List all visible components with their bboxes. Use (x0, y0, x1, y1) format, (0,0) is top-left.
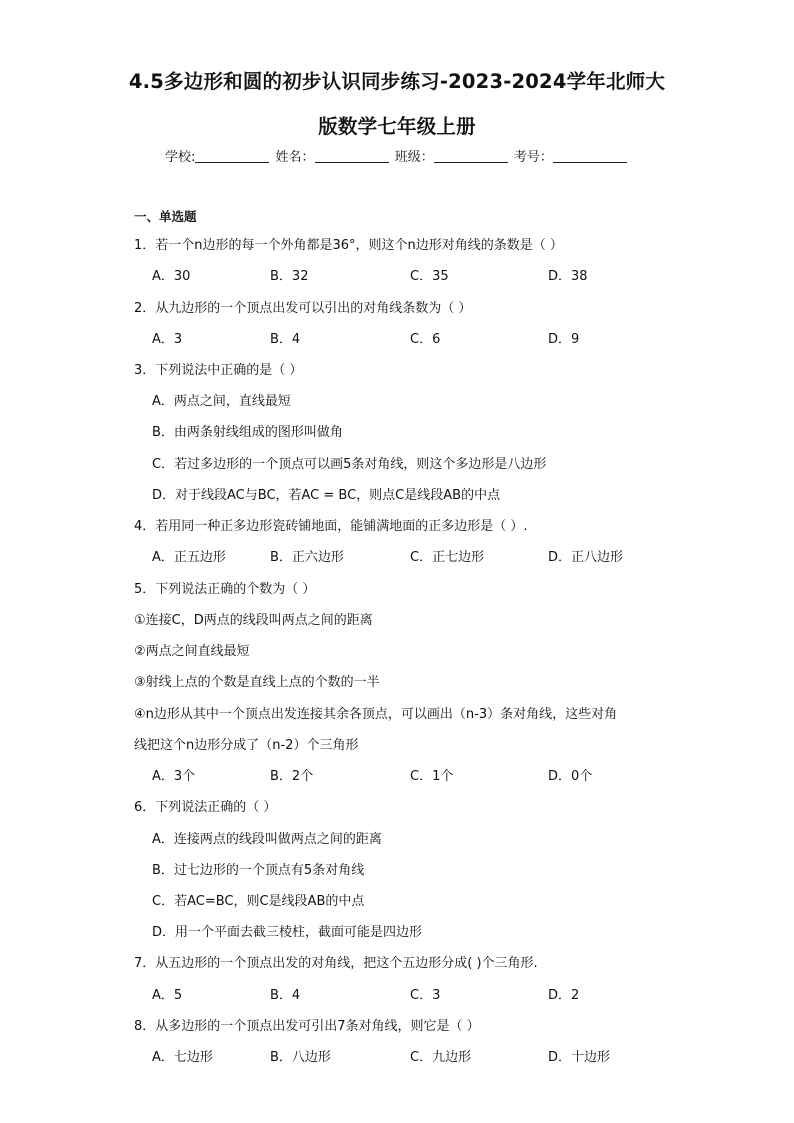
question-2-stem: 2．从九边形的一个顶点出发可以引出的对角线条数为（ ） (134, 301, 472, 316)
question-3-option-d: D．对于线段AC与BC，若AC = BC，则点C是线段AB的中点 (152, 488, 501, 503)
question-1-option-d: D．38 (548, 269, 588, 284)
question-6-option-c: C．若AC=BC，则C是线段AB的中点 (152, 894, 365, 909)
question-5-option-c: C．1个 (410, 769, 454, 784)
question-8-option-d: D．十边形 (548, 1050, 611, 1065)
school-label: 学校: (165, 150, 196, 165)
question-1-stem: 1．若一个n边形的每一个外角都是36°，则这个n边形对角线的条数是（ ） (134, 238, 563, 253)
question-6-stem: 6．下列说法正确的（ ） (134, 800, 277, 815)
question-4-option-a: A．正五边形 (152, 550, 226, 565)
exam-number-label: 考号： (513, 150, 553, 165)
question-1-option-b: B．32 (270, 269, 309, 284)
question-7-option-a: A．5 (152, 988, 183, 1003)
question-6-option-b: B．过七边形的一个顶点有5条对角线 (152, 863, 365, 878)
question-3-stem: 3．下列说法中正确的是（ ） (134, 363, 303, 378)
question-4-option-b: B．正六边形 (270, 550, 344, 565)
question-7-option-d: D．2 (548, 988, 580, 1003)
question-5-statement-4: ④n边形从其中一个顶点出发连接其余各顶点，可以画出（n-3）条对角线，这些对角 (134, 707, 618, 722)
class-label: 班级： (394, 150, 434, 165)
student-info-row (165, 146, 629, 165)
question-1-option-a: A．30 (152, 269, 191, 284)
question-5-statement-2: ②两点之间直线最短 (134, 644, 250, 659)
question-5-stem: 5．下列说法正确的个数为（ ） (134, 582, 316, 597)
school-blank (195, 150, 269, 163)
question-2-option-d: D．9 (548, 332, 580, 347)
question-2-option-b: B．4 (270, 332, 301, 347)
question-4-option-c: C．正七边形 (410, 550, 485, 565)
question-8-option-a: A．七边形 (152, 1050, 213, 1065)
question-5-option-d: D．0个 (548, 769, 593, 784)
document-title-line-1: 4.5多边形和圆的初步认识同步练习-2023-2024学年北师大 (128, 70, 666, 93)
question-8-stem: 8．从多边形的一个顶点出发可引出7条对角线，则它是（ ） (134, 1019, 480, 1034)
question-5-option-b: B．2个 (270, 769, 314, 784)
question-3-option-a: A．两点之间，直线最短 (152, 394, 291, 409)
name-blank (315, 150, 389, 163)
exam-number-blank (553, 150, 627, 163)
question-2-option-a: A．3 (152, 332, 183, 347)
question-6-option-d: D．用一个平面去截三棱柱，截面可能是四边形 (152, 925, 423, 940)
question-7-option-c: C．3 (410, 988, 441, 1003)
question-2-option-c: C．6 (410, 332, 441, 347)
question-8-option-b: B．八边形 (270, 1050, 331, 1065)
question-5-option-a: A．3个 (152, 769, 196, 784)
question-4-option-d: D．正八边形 (548, 550, 624, 565)
class-blank (434, 150, 508, 163)
question-4-stem: 4．若用同一种正多边形瓷砖铺地面，能铺满地面的正多边形是（ ）. (134, 519, 528, 534)
question-5-statement-1: ①连接C，D两点的线段叫两点之间的距离 (134, 613, 373, 628)
question-3-option-b: B．由两条射线组成的图形叫做角 (152, 425, 343, 440)
name-label: 姓名： (275, 150, 315, 165)
question-6-option-a: A．连接两点的线段叫做两点之间的距离 (152, 832, 382, 847)
question-7-option-b: B．4 (270, 988, 301, 1003)
question-7-stem: 7．从五边形的一个顶点出发的对角线，把这个五边形分成( )个三角形. (134, 956, 538, 971)
question-5-statement-3: ③射线上点的个数是直线上点的个数的一半 (134, 675, 380, 690)
section-title: 一、单选题 (134, 209, 197, 224)
question-8-option-c: C．九边形 (410, 1050, 472, 1065)
question-3-option-c: C．若过多边形的一个顶点可以画5条对角线，则这个多边形是八边形 (152, 457, 547, 472)
question-1-option-c: C．35 (410, 269, 449, 284)
question-5-statement-4-cont: 线把这个n边形分成了（n-2）个三角形 (134, 738, 359, 753)
document-title-line-2: 版数学七年级上册 (318, 115, 476, 138)
